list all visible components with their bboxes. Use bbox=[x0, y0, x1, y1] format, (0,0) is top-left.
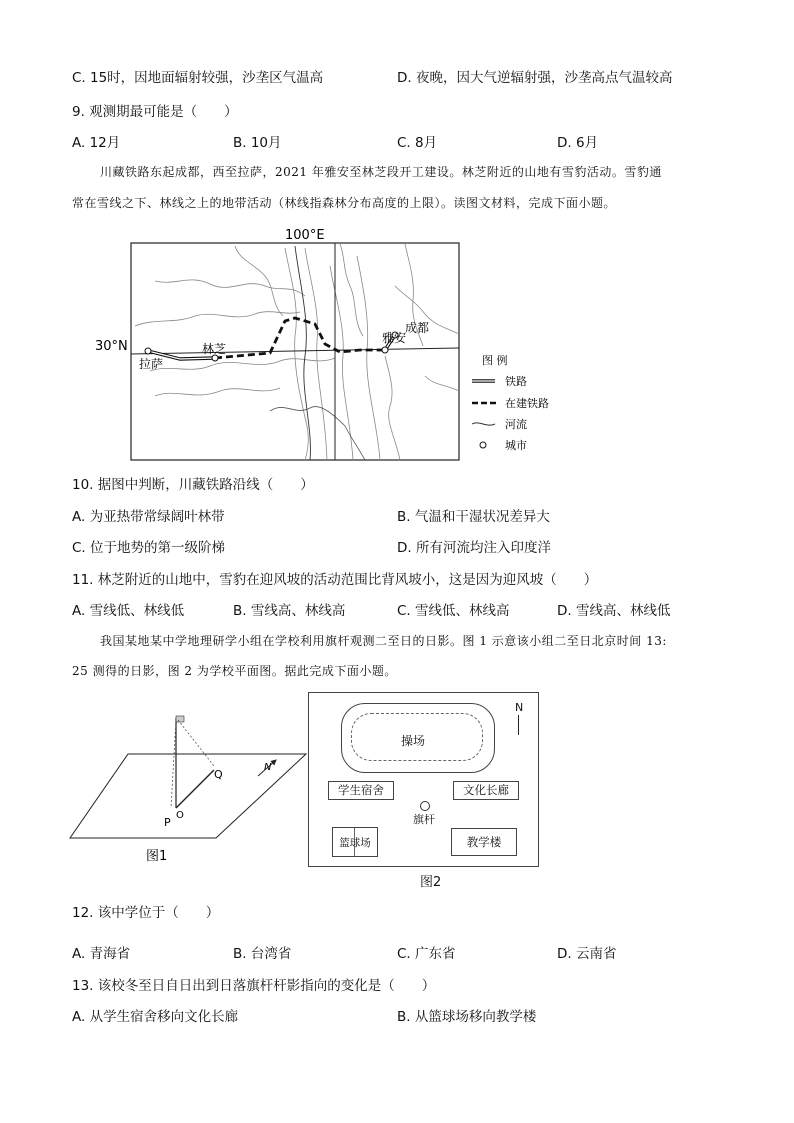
figure-1-caption: 图1 bbox=[146, 849, 168, 864]
city-lhasa bbox=[145, 348, 151, 354]
label-q: Q bbox=[214, 768, 223, 781]
figure-1-flagpole-shadow bbox=[68, 708, 308, 868]
latitude-label: 30°N bbox=[95, 339, 128, 354]
flagpole-label: 旗杆 bbox=[413, 813, 435, 826]
q12-option-a: A. 青海省 bbox=[72, 946, 131, 962]
figure-2-school-plan bbox=[308, 692, 539, 867]
q10-option-c: C. 位于地势的第一级阶梯 bbox=[72, 540, 226, 556]
q13-stem: 13. 该校冬至日自日出到日落旗杆杆影指向的变化是（ ） bbox=[72, 978, 436, 994]
q11-option-d: D. 雪线高、林线低 bbox=[557, 603, 671, 619]
passage1-line2: 常在雪线之下、林线之上的地带活动（林线指森林分布高度的上限）。读图文材料，完成下面小题。 bbox=[72, 196, 617, 210]
north-label: N bbox=[515, 701, 524, 714]
q12-option-c: C. 广东省 bbox=[397, 946, 456, 962]
passage1-line1: 川藏铁路东起成都，西至拉萨，2021 年雅安至林芝段开工建设。林芝附近的山地有雪豹活动。雪豹通 bbox=[100, 165, 662, 179]
q12-option-d: D. 云南省 bbox=[557, 946, 617, 962]
flag bbox=[176, 716, 184, 722]
q12-stem: 12. 该中学位于（ ） bbox=[72, 905, 220, 921]
svg-text:图 例: 图 例 bbox=[482, 354, 508, 367]
basketball-court bbox=[332, 827, 378, 857]
q13-option-a: A. 从学生宿舍移向文化长廊 bbox=[72, 1009, 239, 1025]
q12-option-b: B. 台湾省 bbox=[233, 946, 292, 962]
q10-option-d: D. 所有河流均注入印度洋 bbox=[397, 540, 551, 556]
q9-option-c: C. 8月 bbox=[397, 135, 438, 151]
q11-option-a: A. 雪线低、林线低 bbox=[72, 603, 185, 619]
flagpole-marker bbox=[420, 801, 430, 811]
q13-option-b: B. 从篮球场移向教学楼 bbox=[397, 1009, 537, 1025]
svg-text:在建铁路: 在建铁路 bbox=[505, 397, 549, 410]
q10-option-b: B. 气温和干湿状况差异大 bbox=[397, 509, 550, 525]
city-label-nyingchi: 林芝 bbox=[202, 342, 227, 356]
passage2-line1: 我国某地某中学地理研学小组在学校利用旗杆观测二至日的日影。图 1 示意该小组二至日北京时间 13: bbox=[100, 634, 667, 648]
q11-stem: 11. 林芝附近的山地中，雪豹在迎风坡的活动范围比背风坡小，这是因为迎风坡（ ） bbox=[72, 572, 598, 588]
q9-option-b: B. 10月 bbox=[233, 135, 282, 151]
culture-corridor: 文化长廊 bbox=[453, 781, 519, 800]
label-p: P bbox=[164, 816, 171, 829]
q8-option-d: D. 夜晚，因大气逆辐射强，沙垄高点气温较高 bbox=[397, 70, 673, 86]
city-label-chengdu: 成都 bbox=[405, 321, 430, 335]
figure-2-caption: 图2 bbox=[420, 875, 442, 890]
city-label-lhasa: 拉萨 bbox=[139, 357, 164, 371]
basketball-label: 篮球场 bbox=[339, 837, 371, 849]
q9-option-a: A. 12月 bbox=[72, 135, 121, 151]
q10-option-a: A. 为亚热带常绿阔叶林带 bbox=[72, 509, 225, 525]
label-o: O bbox=[176, 810, 184, 821]
sichuan-tibet-railway-map bbox=[95, 226, 565, 466]
city-label-yaan: 雅安 bbox=[382, 331, 407, 345]
q11-option-b: B. 雪线高、林线高 bbox=[233, 603, 346, 619]
city-yaan bbox=[382, 347, 388, 353]
q11-option-c: C. 雪线低、林线高 bbox=[397, 603, 510, 619]
playground-label: 操场 bbox=[401, 734, 426, 748]
svg-text:河流: 河流 bbox=[505, 418, 527, 431]
svg-text:城市: 城市 bbox=[505, 439, 527, 452]
svg-text:铁路: 铁路 bbox=[505, 375, 527, 388]
dorm-building: 学生宿舍 bbox=[328, 781, 394, 800]
q8-option-c: C. 15时，因地面辐射较强，沙垄区气温高 bbox=[72, 70, 324, 86]
label-n: N bbox=[264, 762, 272, 773]
q9-option-d: D. 6月 bbox=[557, 135, 599, 151]
q9-stem: 9. 观测期最可能是（ ） bbox=[72, 104, 238, 120]
map-legend bbox=[472, 353, 549, 452]
passage2-line2: 25 测得的日影，图 2 为学校平面图。据此完成下面小题。 bbox=[72, 664, 397, 678]
north-arrow bbox=[518, 715, 519, 735]
longitude-label: 100°E bbox=[285, 228, 325, 243]
teaching-building: 教学楼 bbox=[451, 828, 517, 856]
q10-stem: 10. 据图中判断，川藏铁路沿线（ ） bbox=[72, 477, 314, 493]
